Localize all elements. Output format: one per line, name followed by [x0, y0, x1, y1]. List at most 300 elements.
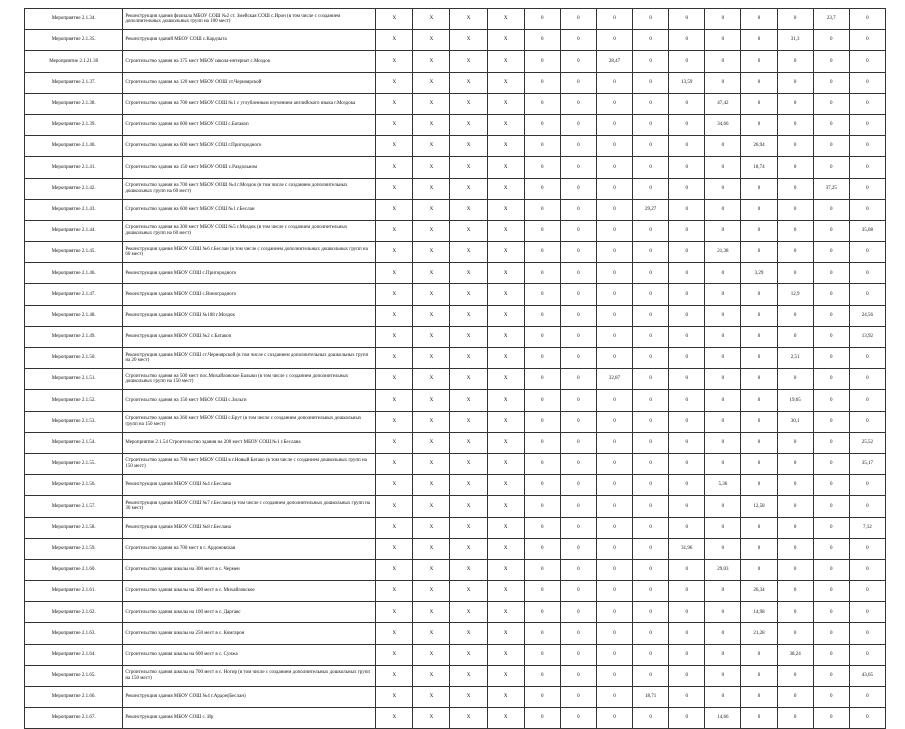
- value-cell: 0: [633, 644, 669, 665]
- event-number-cell: Мероприятие 2.1.46.: [25, 263, 123, 284]
- value-cell: 0: [849, 623, 885, 644]
- event-description-cell: Реконструкция здания МБОУ СОШ №4 г.Ардон(Беслан): [123, 687, 376, 708]
- event-number-cell: Мероприятие 2.1.47.: [25, 284, 123, 305]
- value-cell: 0: [849, 51, 885, 72]
- value-cell: 0: [524, 199, 560, 220]
- value-cell: 0: [813, 496, 849, 517]
- value-cell: Х: [450, 581, 487, 602]
- value-cell: 0: [813, 284, 849, 305]
- value-cell: 0: [669, 475, 705, 496]
- value-cell: 0: [633, 72, 669, 93]
- value-cell: Х: [450, 136, 487, 157]
- value-cell: 0: [633, 496, 669, 517]
- event-number-cell: Мероприятие 2.1.63.: [25, 623, 123, 644]
- value-cell: 0: [560, 114, 596, 135]
- value-cell: Х: [376, 581, 413, 602]
- value-cell: 18,74: [741, 157, 777, 178]
- value-cell: 0: [669, 517, 705, 538]
- value-cell: 0: [524, 453, 560, 474]
- value-cell: 0: [596, 496, 632, 517]
- value-cell: 0: [741, 644, 777, 665]
- value-cell: Х: [487, 220, 524, 241]
- event-description-cell: Строительство здания на 150 мест МБОУ СОШ с.Зильги: [123, 390, 376, 411]
- value-cell: 0: [741, 51, 777, 72]
- value-cell: Х: [487, 263, 524, 284]
- value-cell: Х: [487, 93, 524, 114]
- value-cell: Х: [376, 644, 413, 665]
- value-cell: 0: [669, 453, 705, 474]
- value-cell: 0: [596, 708, 632, 729]
- value-cell: 0: [560, 9, 596, 30]
- value-cell: 0: [560, 93, 596, 114]
- value-cell: 0: [560, 602, 596, 623]
- value-cell: 0: [524, 72, 560, 93]
- value-cell: Х: [487, 644, 524, 665]
- table-row: [25, 708, 886, 729]
- value-cell: 0: [669, 623, 705, 644]
- value-cell: 0: [633, 157, 669, 178]
- event-description-cell: Строительство здания на 700 мест в г. Ардоновская: [123, 538, 376, 559]
- value-cell: 0: [705, 284, 741, 305]
- value-cell: Х: [413, 475, 450, 496]
- value-cell: 0: [669, 390, 705, 411]
- value-cell: 0: [741, 411, 777, 432]
- value-cell: 0: [813, 348, 849, 369]
- value-cell: 0: [524, 411, 560, 432]
- value-cell: 0: [741, 390, 777, 411]
- value-cell: Х: [413, 623, 450, 644]
- value-cell: Х: [413, 305, 450, 326]
- table-row: [25, 9, 886, 30]
- value-cell: 0: [705, 687, 741, 708]
- value-cell: 0: [560, 517, 596, 538]
- value-cell: 0: [633, 348, 669, 369]
- value-cell: 0: [777, 623, 813, 644]
- value-cell: 0: [524, 326, 560, 347]
- value-cell: Х: [413, 114, 450, 135]
- value-cell: Х: [376, 517, 413, 538]
- value-cell: 0: [777, 496, 813, 517]
- value-cell: 0: [849, 114, 885, 135]
- value-cell: 12,58: [741, 496, 777, 517]
- value-cell: Х: [376, 93, 413, 114]
- event-number-cell: Мероприятие 2.1.37.: [25, 72, 123, 93]
- value-cell: 0: [633, 242, 669, 263]
- value-cell: 0: [524, 263, 560, 284]
- value-cell: 0: [813, 581, 849, 602]
- value-cell: Х: [376, 326, 413, 347]
- value-cell: 0: [524, 644, 560, 665]
- value-cell: 0: [777, 178, 813, 199]
- value-cell: 0: [560, 665, 596, 686]
- event-description-cell: Строительство здания школы на 600 мест в с. Сунжа: [123, 644, 376, 665]
- value-cell: 0: [524, 538, 560, 559]
- value-cell: 0: [813, 390, 849, 411]
- value-cell: Х: [376, 51, 413, 72]
- value-cell: 0: [633, 559, 669, 580]
- value-cell: 0: [669, 348, 705, 369]
- value-cell: 0: [596, 390, 632, 411]
- value-cell: 0: [669, 199, 705, 220]
- event-description-cell: Строительство здания на 600 мест МБОУ СОШ г.Пригородного: [123, 136, 376, 157]
- value-cell: 0: [741, 242, 777, 263]
- event-description-cell: Реконструкция здания МБОУ СОШ №7 г.Беслана (в том числе с созданием дополнительных дошкольных групп на 30 мест): [123, 496, 376, 517]
- table-row: [25, 453, 886, 474]
- table-row: [25, 220, 886, 241]
- value-cell: Х: [487, 369, 524, 390]
- value-cell: 0: [777, 432, 813, 453]
- value-cell: 0: [669, 305, 705, 326]
- event-number-cell: Мероприятие 2.1.61.: [25, 581, 123, 602]
- value-cell: 0: [560, 708, 596, 729]
- value-cell: 0: [669, 581, 705, 602]
- value-cell: 0: [633, 517, 669, 538]
- value-cell: 0: [741, 114, 777, 135]
- event-number-cell: Мероприятие 2.1.59.: [25, 538, 123, 559]
- value-cell: 47,42: [705, 93, 741, 114]
- table-row: [25, 30, 886, 51]
- event-number-cell: Мероприятие 2.1.52.: [25, 390, 123, 411]
- value-cell: 0: [849, 687, 885, 708]
- value-cell: 18,71: [633, 687, 669, 708]
- value-cell: Х: [450, 114, 487, 135]
- value-cell: 0: [633, 114, 669, 135]
- value-cell: Х: [413, 93, 450, 114]
- value-cell: 0: [560, 157, 596, 178]
- value-cell: Х: [376, 178, 413, 199]
- value-cell: 0: [669, 602, 705, 623]
- value-cell: Х: [450, 644, 487, 665]
- value-cell: Х: [413, 390, 450, 411]
- event-description-cell: Реконструкция здания МБОУ СОШ №8 г.Беслана: [123, 517, 376, 538]
- value-cell: 0: [813, 475, 849, 496]
- value-cell: 0: [596, 602, 632, 623]
- value-cell: 0: [560, 348, 596, 369]
- event-description-cell: Реконструкция здания филиала МБОУ СОШ №2 ст. Змейская СОШ с.Ирон (в том числе с созданием дополнительных дошкольных групп на 100 мест): [123, 9, 376, 30]
- value-cell: Х: [487, 136, 524, 157]
- value-cell: 0: [633, 93, 669, 114]
- table-row: [25, 517, 886, 538]
- value-cell: 0: [669, 432, 705, 453]
- value-cell: Х: [450, 199, 487, 220]
- value-cell: 0: [633, 30, 669, 51]
- value-cell: Х: [450, 326, 487, 347]
- value-cell: 0: [524, 687, 560, 708]
- event-number-cell: Мероприятие 2.1.21.36: [25, 51, 123, 72]
- value-cell: 0: [633, 602, 669, 623]
- value-cell: Х: [376, 687, 413, 708]
- value-cell: 0: [596, 199, 632, 220]
- value-cell: 0: [813, 242, 849, 263]
- event-number-cell: Мероприятие 2.1.58.: [25, 517, 123, 538]
- value-cell: 0: [524, 708, 560, 729]
- value-cell: Х: [413, 517, 450, 538]
- value-cell: 0: [596, 284, 632, 305]
- value-cell: Х: [450, 178, 487, 199]
- value-cell: Х: [450, 687, 487, 708]
- value-cell: 0: [705, 51, 741, 72]
- value-cell: 25,52: [849, 432, 885, 453]
- value-cell: Х: [450, 602, 487, 623]
- value-cell: 0: [849, 496, 885, 517]
- table-row: [25, 538, 886, 559]
- event-description-cell: Строительство здания на 150 мест МБОУ ООШ с.Раздольном: [123, 157, 376, 178]
- value-cell: 0: [633, 538, 669, 559]
- value-cell: Х: [487, 623, 524, 644]
- value-cell: Х: [413, 284, 450, 305]
- value-cell: 29,27: [633, 199, 669, 220]
- value-cell: 0: [560, 305, 596, 326]
- value-cell: 0: [524, 136, 560, 157]
- value-cell: 0: [849, 178, 885, 199]
- value-cell: 0: [669, 284, 705, 305]
- value-cell: Х: [376, 136, 413, 157]
- value-cell: 0: [813, 411, 849, 432]
- event-number-cell: Мероприятие 2.1.55.: [25, 453, 123, 474]
- value-cell: Х: [376, 623, 413, 644]
- event-number-cell: Мероприятие 2.1.67.: [25, 708, 123, 729]
- value-cell: 0: [777, 242, 813, 263]
- value-cell: 0: [705, 411, 741, 432]
- value-cell: 0: [560, 411, 596, 432]
- value-cell: 0: [560, 623, 596, 644]
- value-cell: Х: [450, 72, 487, 93]
- event-description-cell: Реконструкция здания МБОУ СОШ с.Пригородного: [123, 263, 376, 284]
- value-cell: 0: [669, 665, 705, 686]
- value-cell: 0: [669, 157, 705, 178]
- event-description-cell: Строительство здания школы на 300 мест в с. Чермен: [123, 559, 376, 580]
- value-cell: Х: [487, 348, 524, 369]
- value-cell: Х: [376, 72, 413, 93]
- event-description-cell: Строительство здания на 700 мест МБОУ ООШ №4 г.Моздок (в том числе с созданием дополнительных дошкольных групп на 60 мест): [123, 178, 376, 199]
- value-cell: 0: [596, 581, 632, 602]
- event-number-cell: Мероприятие 2.1.60.: [25, 559, 123, 580]
- value-cell: 0: [849, 369, 885, 390]
- table-row: [25, 369, 886, 390]
- value-cell: 0: [669, 708, 705, 729]
- value-cell: 0: [849, 157, 885, 178]
- value-cell: 0: [813, 644, 849, 665]
- event-description-cell: Строительство здания на 700 мест МБОУ СОШ в г.Новый Батако (в том числе с созданием дошкольных групп на 150 мест): [123, 453, 376, 474]
- value-cell: Х: [450, 305, 487, 326]
- event-description-cell: Строительство здания на 375 мест МБОУ школа-интернат с.Моздок: [123, 51, 376, 72]
- value-cell: 0: [669, 559, 705, 580]
- event-description-cell: Строительство здания на 300 мест МБОУ СОШ №5 г.Моздок (в том числе с созданием дополнительных дошкольных групп на 60 мест): [123, 220, 376, 241]
- value-cell: 0: [813, 665, 849, 686]
- event-description-cell: Реконструкция здания МБОУ СОШ №2 с.Батакоп: [123, 326, 376, 347]
- event-description-cell: Строительство здания на 600 мест МБОУ СОШ №1 г.Беслан: [123, 199, 376, 220]
- value-cell: 0: [849, 390, 885, 411]
- value-cell: 0: [633, 390, 669, 411]
- value-cell: 0: [560, 199, 596, 220]
- value-cell: 0: [669, 496, 705, 517]
- event-description-cell: Строительство здания школы на 100 мест в с. Даргавс: [123, 602, 376, 623]
- value-cell: 0: [849, 199, 885, 220]
- value-cell: 0: [524, 178, 560, 199]
- value-cell: Х: [487, 390, 524, 411]
- value-cell: 0: [524, 623, 560, 644]
- value-cell: 5,36: [705, 475, 741, 496]
- value-cell: 0: [813, 199, 849, 220]
- value-cell: 0: [560, 284, 596, 305]
- value-cell: 0: [705, 30, 741, 51]
- value-cell: 0: [813, 687, 849, 708]
- value-cell: 0: [849, 9, 885, 30]
- event-description-cell: Реконструкция здания МБОУ СОШ №108 г.Моздок: [123, 305, 376, 326]
- value-cell: 43,65: [849, 665, 885, 686]
- value-cell: 0: [813, 623, 849, 644]
- value-cell: 14,66: [705, 708, 741, 729]
- value-cell: 0: [596, 326, 632, 347]
- value-cell: Х: [487, 665, 524, 686]
- value-cell: 0: [596, 538, 632, 559]
- value-cell: 0: [633, 9, 669, 30]
- table-row: [25, 665, 886, 686]
- value-cell: 0: [705, 305, 741, 326]
- value-cell: 0: [669, 30, 705, 51]
- value-cell: Х: [376, 432, 413, 453]
- event-number-cell: Мероприятие 2.1.66.: [25, 687, 123, 708]
- value-cell: 30,1: [777, 411, 813, 432]
- value-cell: 0: [741, 9, 777, 30]
- event-number-cell: Мероприятие 2.1.53.: [25, 411, 123, 432]
- value-cell: Х: [413, 369, 450, 390]
- value-cell: Х: [413, 220, 450, 241]
- value-cell: Х: [450, 453, 487, 474]
- value-cell: Х: [450, 623, 487, 644]
- value-cell: Х: [376, 369, 413, 390]
- table-row: [25, 496, 886, 517]
- value-cell: Х: [413, 432, 450, 453]
- value-cell: 0: [777, 157, 813, 178]
- table-row: [25, 623, 886, 644]
- value-cell: 0: [669, 178, 705, 199]
- value-cell: 0: [524, 496, 560, 517]
- value-cell: 0: [777, 199, 813, 220]
- table-row: [25, 199, 886, 220]
- value-cell: 0: [524, 220, 560, 241]
- value-cell: 0: [777, 369, 813, 390]
- value-cell: 0: [560, 559, 596, 580]
- value-cell: 0: [596, 157, 632, 178]
- value-cell: 0: [813, 51, 849, 72]
- table-row: [25, 581, 886, 602]
- value-cell: 0: [596, 475, 632, 496]
- event-number-cell: Мероприятие 2.1.43.: [25, 199, 123, 220]
- event-description-cell: Строительство здания школы на 250 мест в с. Комгарон: [123, 623, 376, 644]
- value-cell: Х: [376, 475, 413, 496]
- value-cell: 0: [849, 411, 885, 432]
- value-cell: 0: [560, 390, 596, 411]
- value-cell: Х: [487, 30, 524, 51]
- value-cell: Х: [376, 114, 413, 135]
- value-cell: 0: [705, 157, 741, 178]
- value-cell: 0: [741, 220, 777, 241]
- value-cell: 0: [596, 114, 632, 135]
- value-cell: 28,47: [596, 51, 632, 72]
- value-cell: 0: [633, 220, 669, 241]
- value-cell: 0: [849, 559, 885, 580]
- value-cell: 0: [813, 369, 849, 390]
- value-cell: Х: [413, 453, 450, 474]
- value-cell: Х: [487, 559, 524, 580]
- value-cell: Х: [413, 538, 450, 559]
- value-cell: Х: [487, 411, 524, 432]
- value-cell: 0: [849, 602, 885, 623]
- value-cell: 0: [849, 263, 885, 284]
- value-cell: Х: [413, 708, 450, 729]
- value-cell: 37,25: [813, 178, 849, 199]
- value-cell: Х: [413, 178, 450, 199]
- value-cell: Х: [376, 538, 413, 559]
- value-cell: 0: [669, 93, 705, 114]
- value-cell: 0: [741, 199, 777, 220]
- event-number-cell: Мероприятие 2.1.65.: [25, 665, 123, 686]
- value-cell: 0: [633, 305, 669, 326]
- value-cell: Х: [450, 30, 487, 51]
- value-cell: 0: [849, 284, 885, 305]
- value-cell: 0: [560, 453, 596, 474]
- value-cell: 0: [596, 453, 632, 474]
- value-cell: 0: [777, 136, 813, 157]
- value-cell: 0: [777, 326, 813, 347]
- value-cell: 0: [560, 644, 596, 665]
- value-cell: Х: [450, 157, 487, 178]
- value-cell: 0: [849, 242, 885, 263]
- value-cell: 0: [633, 581, 669, 602]
- value-cell: 0: [741, 538, 777, 559]
- value-cell: Х: [487, 114, 524, 135]
- event-description-cell: Строительство здания школы на 700 мест в с. Ногир (в том числе с созданием дополнительных дошкольных групп на 150 мест): [123, 665, 376, 686]
- value-cell: Х: [376, 390, 413, 411]
- value-cell: Х: [376, 9, 413, 30]
- value-cell: Х: [376, 30, 413, 51]
- value-cell: 0: [849, 136, 885, 157]
- value-cell: 0: [560, 136, 596, 157]
- value-cell: 0: [705, 602, 741, 623]
- event-number-cell: Мероприятие 2.1.40.: [25, 136, 123, 157]
- table-body: [25, 9, 886, 729]
- event-description-cell: Реконструкция здания МБОУ СОШ №6 г.Беслан (в том числе с созданием дополнительных дошкольных групп на 60 мест): [123, 242, 376, 263]
- value-cell: 23,7: [813, 9, 849, 30]
- value-cell: 0: [524, 305, 560, 326]
- value-cell: Х: [413, 30, 450, 51]
- value-cell: 0: [777, 517, 813, 538]
- value-cell: Х: [450, 93, 487, 114]
- value-cell: 0: [596, 72, 632, 93]
- value-cell: Х: [413, 665, 450, 686]
- value-cell: 12,9: [777, 284, 813, 305]
- value-cell: 0: [741, 559, 777, 580]
- table-row: [25, 242, 886, 263]
- value-cell: Х: [413, 348, 450, 369]
- value-cell: 3,29: [741, 263, 777, 284]
- table-row: [25, 559, 886, 580]
- value-cell: 0: [596, 242, 632, 263]
- table-row: [25, 93, 886, 114]
- value-cell: 0: [705, 326, 741, 347]
- table-row: [25, 305, 886, 326]
- event-number-cell: Мероприятие 2.1.56.: [25, 475, 123, 496]
- value-cell: Х: [450, 369, 487, 390]
- value-cell: 0: [524, 581, 560, 602]
- value-cell: 13,59: [669, 72, 705, 93]
- value-cell: 0: [524, 30, 560, 51]
- table-row: [25, 178, 886, 199]
- value-cell: 0: [633, 369, 669, 390]
- value-cell: Х: [487, 453, 524, 474]
- event-number-cell: Мероприятие 2.1.42.: [25, 178, 123, 199]
